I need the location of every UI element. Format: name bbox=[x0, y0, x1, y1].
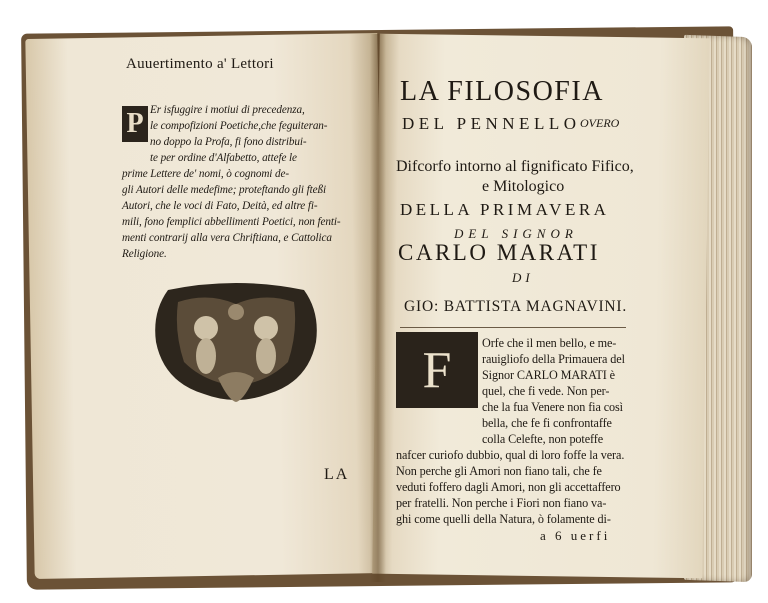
della-primavera: DELLA PRIMAVERA bbox=[400, 200, 610, 219]
title: LA FILOSOFIA bbox=[400, 76, 604, 107]
right-body-line: veduti foffero dagli Amori, non gli accettaffero bbox=[396, 480, 621, 494]
right-catchword: a 6 uerfi bbox=[540, 528, 611, 543]
left-body-line: Religione. bbox=[122, 248, 167, 260]
left-body-line: Autori, che le voci di Fato, Deità, ed altre fi- bbox=[122, 200, 318, 212]
right-body-line: rauigliofo della Primauera del bbox=[482, 352, 625, 366]
left-body-line: te per ordine d'Alfabetto, attefe le bbox=[150, 152, 297, 164]
left-body-line: mili, fono femplici abbellimenti Poetici, non fenti- bbox=[122, 216, 341, 228]
left-catchword: LA bbox=[324, 466, 350, 483]
discorso-line-2: e Mitologico bbox=[482, 178, 565, 195]
right-body-line: Orfe che il men bello, e me- bbox=[482, 336, 617, 350]
right-body-line: quel, che fi vede. Non per- bbox=[482, 384, 610, 398]
right-body-line: ghi come quelli della Natura, ò folamente di- bbox=[396, 512, 611, 526]
open-book bbox=[24, 16, 754, 588]
left-body-line: Er isfuggire i motiui di precedenza, bbox=[150, 104, 305, 116]
left-page-heading: Auuertimento a' Lettori bbox=[126, 56, 274, 72]
del-signor: DEL SIGNOR bbox=[454, 226, 578, 241]
book-gutter bbox=[370, 34, 386, 582]
left-body-line: menti contrarij alla vera Chriftiana, e Cattolica bbox=[122, 232, 332, 244]
left-body-line: prime Lettere de' nomi, ò cognomi de- bbox=[122, 168, 289, 180]
right-body-line: che la fua Venere non fia così bbox=[482, 400, 623, 414]
right-drop-cap: F bbox=[396, 332, 478, 408]
left-body-line: gli Autori delle medefime; proteftando gli fteßi bbox=[122, 184, 326, 196]
woodcut-ornament bbox=[148, 282, 324, 410]
left-drop-cap: P bbox=[122, 106, 148, 142]
subtitle: DEL PENNELLO bbox=[402, 114, 581, 133]
di-label: DI bbox=[512, 270, 534, 285]
left-body-line: le compofizioni Poetiche,che feguiteran- bbox=[150, 120, 328, 132]
left-body-line: no doppo la Profa, fi fono distribui- bbox=[150, 136, 307, 148]
discorso-line-1: Difcorfo intorno al fignificato Fifico, bbox=[396, 158, 634, 175]
ovvero-label: OVERO bbox=[580, 116, 620, 130]
right-body-line: Signor CARLO MARATI è bbox=[482, 368, 615, 382]
right-body-line: per fratelli. Non perche i Fiori non fiano va- bbox=[396, 496, 607, 510]
divider-rule bbox=[400, 327, 626, 328]
right-body-line: bella, che fe fi confrontaffe bbox=[482, 416, 612, 430]
right-body-line: Non perche gli Amori non fiano tali, che fe bbox=[396, 464, 602, 478]
right-body-line: nafcer curiofo dubbio, qual di loro foffe la vera. bbox=[396, 448, 625, 462]
artist-name: CARLO MARATI bbox=[398, 240, 600, 265]
right-body-line: colla Celefte, non poteffe bbox=[482, 432, 604, 446]
author-name: GIO: BATTISTA MAGNAVINI. bbox=[404, 298, 628, 315]
